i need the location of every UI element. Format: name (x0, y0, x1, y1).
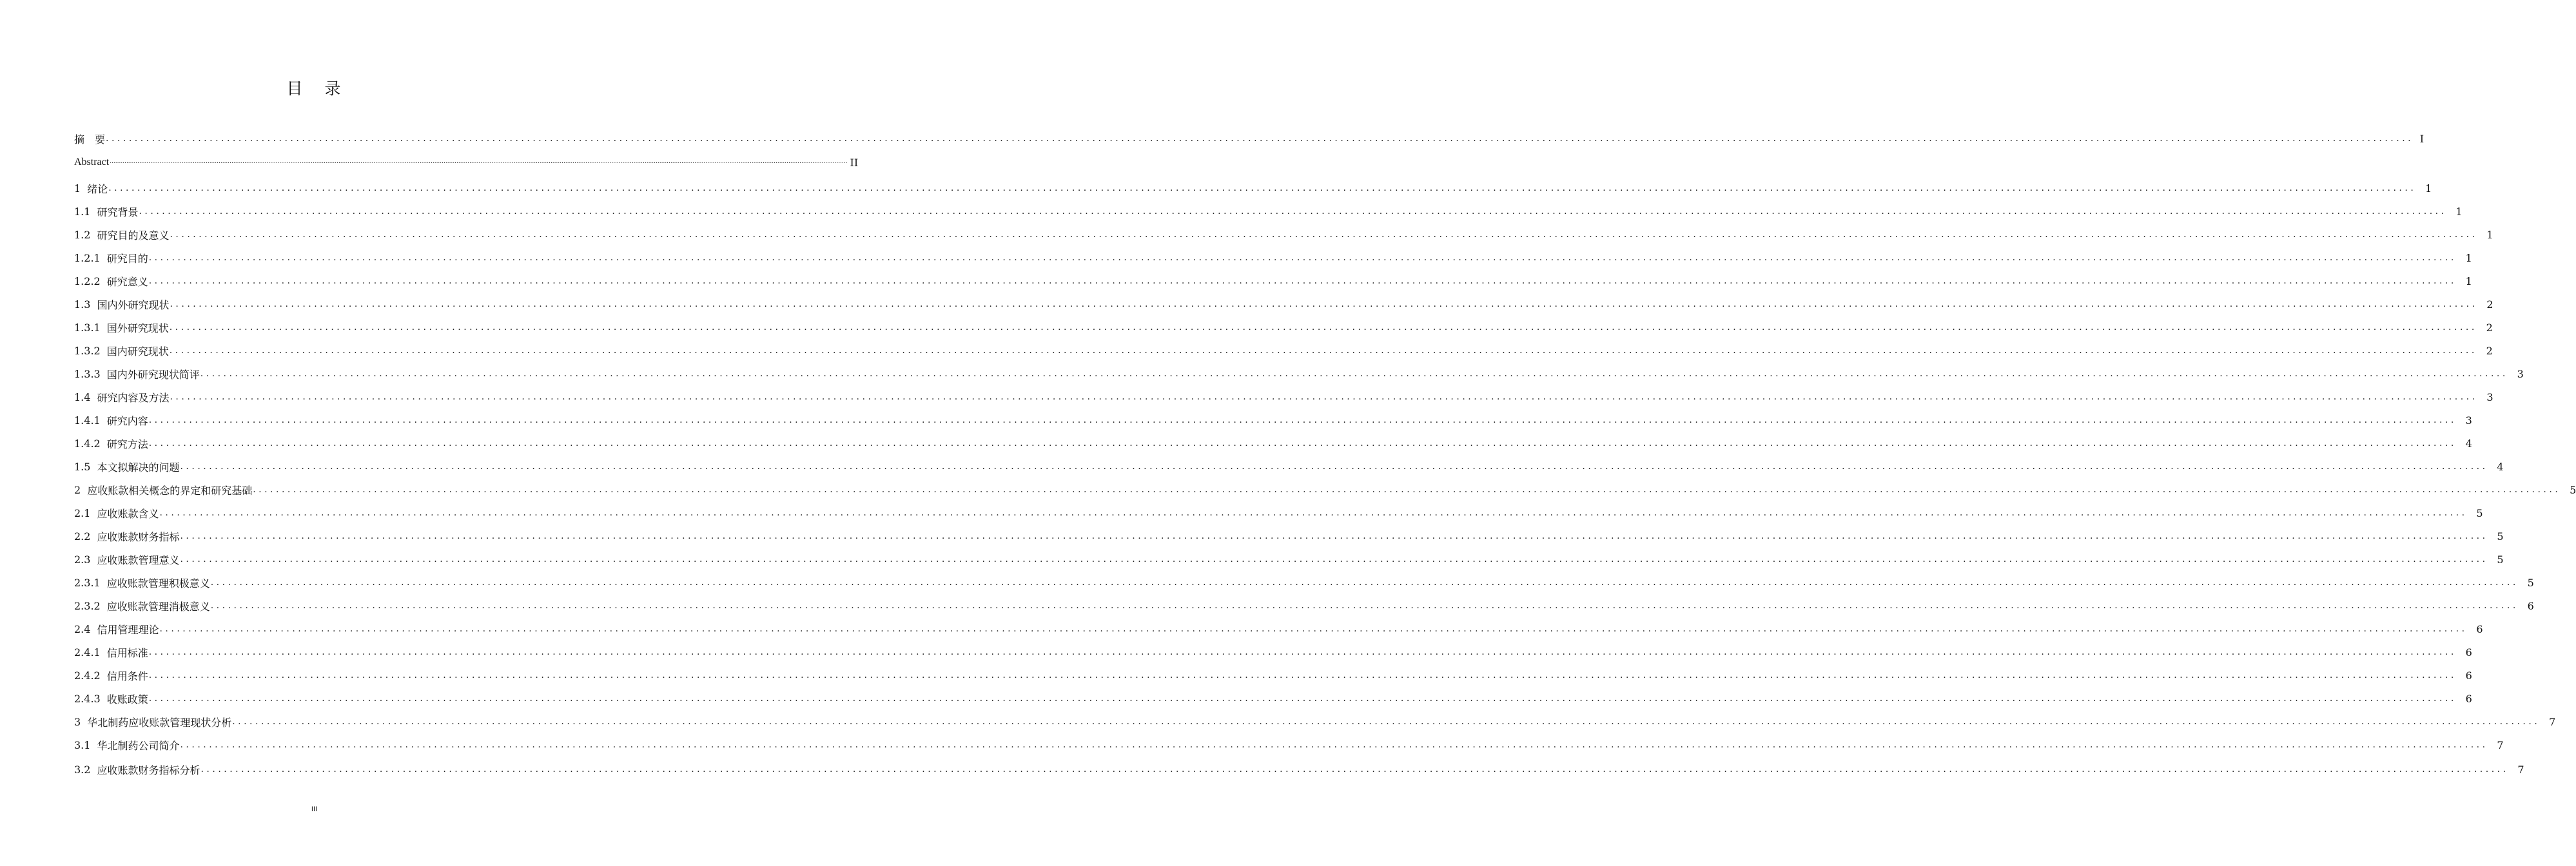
toc-entry-number: 1.5 (74, 460, 91, 473)
toc-entry-number: 2.4.2 (74, 669, 101, 682)
dot-leader: ................................................................................................................................................................................................................................................................................................................................................................................................................ (253, 485, 2561, 495)
toc-entry-page-number: 7 (2549, 715, 2556, 728)
toc-entry-label: 国内外研究现状简评 (106, 368, 200, 381)
toc-entry[interactable] (74, 385, 2493, 409)
toc-entry-number: 2.3 (74, 553, 91, 566)
toc-entry-label: 信用条件 (106, 669, 148, 682)
toc-entry-label: 应收账款管理意义 (97, 553, 180, 566)
dot-leader: ................................................................................................................................................................................................................................................................................................................................................................................................................ (210, 601, 2519, 611)
toc-entry-label: 摘 要 (74, 133, 106, 146)
dot-leader: ................................................................................................................................................................................................................................................................................................................................................................................................................ (108, 183, 2417, 193)
toc-entry-label: 研究目的及意义 (97, 229, 170, 242)
toc-entry-page-number: I (2419, 132, 2425, 145)
toc-entry-page-number: 5 (2497, 553, 2504, 566)
toc-entry-label: 信用标准 (106, 646, 148, 659)
toc-entry[interactable] (74, 548, 2504, 571)
toc-entry-page-number: 6 (2465, 669, 2472, 682)
toc-entry[interactable] (74, 339, 2493, 362)
table-of-contents (74, 129, 2576, 782)
toc-entry-number: 3 (74, 715, 81, 728)
toc-entry[interactable] (74, 293, 2493, 316)
dot-leader: ................................................................................................................................................................................................................................................................................................................................................................................................................ (210, 577, 2519, 588)
dot-leader: ................................................................................................................................................................................................................................................................................................................................................................................................................ (159, 624, 2468, 634)
toc-entry-label: 研究内容 (106, 414, 148, 427)
toc-entry-number: 1 (74, 182, 81, 195)
dot-leader: ................................................................................................................................................................................................................................................................................................................................................................................................................ (148, 670, 2457, 680)
toc-entry[interactable] (74, 687, 2472, 710)
dot-leader: ................................................................................................................................................................................................................................................................................................................................................................................................................ (139, 206, 2447, 216)
dot-leader: ................................................................................................................................................................................................................................................................................................................................................................................................................ (148, 415, 2457, 425)
title-char-2: 录 (324, 79, 342, 98)
toc-entry-number: 2.4.3 (74, 692, 101, 705)
toc-entry-label: 收账政策 (106, 693, 148, 706)
toc-entry-number: 2.4 (74, 622, 91, 635)
toc-entry-label: 绪论 (87, 182, 108, 195)
dot-leader: ................................................................................................................................................................................................................................................................................................................................................................................................................ (106, 133, 2414, 144)
toc-entry-page-number: 5 (2476, 506, 2483, 519)
dot-leader: ................................................................................................................................................................................................................................................................................................................................................................................................................ (170, 229, 2478, 240)
dot-leader: ................................................................................................................................................................................................................................................................................................................................................................................................................ (169, 322, 2477, 332)
toc-entry[interactable] (74, 710, 2556, 733)
toc-entry-number: 2.3.1 (74, 576, 101, 589)
toc-entry-label: 国内研究现状 (106, 345, 169, 358)
toc-entry-number: 1.3 (74, 298, 91, 311)
toc-entry-page-number: 1 (2425, 182, 2432, 195)
toc-entry[interactable] (74, 733, 2504, 756)
page-title (0, 76, 629, 99)
toc-entry[interactable] (74, 362, 2524, 385)
toc-entry-number: 1.2 (74, 228, 91, 241)
toc-entry-label: 应收账款管理消极意义 (106, 600, 210, 613)
toc-entry-number: 1.3.2 (74, 344, 101, 357)
toc-entry[interactable] (74, 129, 2425, 148)
toc-entry-number: 1.3.3 (74, 367, 101, 380)
toc-entry[interactable] (74, 177, 2432, 200)
toc-entry-number: 2.3.2 (74, 599, 101, 612)
toc-entry[interactable] (74, 664, 2472, 687)
toc-entry-label: 国内外研究现状 (97, 298, 170, 311)
toc-entry-page-number: 6 (2476, 622, 2483, 635)
dot-leader: ................................................................................................................................................................................................................................................................................................................................................................................................................ (110, 159, 848, 165)
toc-entry-label: 研究意义 (106, 275, 148, 288)
toc-entry-number: 2.1 (74, 506, 91, 519)
dot-leader: ................................................................................................................................................................................................................................................................................................................................................................................................................ (170, 299, 2478, 309)
toc-entry-label: 研究目的 (106, 252, 148, 265)
toc-entry-number: 2 (74, 483, 81, 496)
toc-entry-page-number: 2 (2486, 321, 2493, 334)
toc-entry-page-number: 5 (2527, 576, 2534, 589)
toc-entry-page-number: 6 (2527, 599, 2534, 612)
toc-entry-page-number: 5 (2570, 483, 2576, 496)
toc-entry-page-number: 6 (2465, 646, 2472, 659)
toc-entry-page-number: 1 (2465, 251, 2472, 264)
toc-entry[interactable] (74, 617, 2483, 640)
toc-entry[interactable] (74, 501, 2483, 524)
toc-entry[interactable] (74, 246, 2472, 269)
toc-entry-page-number: 5 (2497, 530, 2504, 543)
toc-entry[interactable] (74, 594, 2534, 617)
toc-entry-label: 信用管理理论 (97, 623, 159, 636)
dot-leader: ................................................................................................................................................................................................................................................................................................................................................................................................................ (169, 345, 2477, 356)
toc-entry[interactable] (74, 223, 2493, 246)
toc-entry-label: 研究内容及方法 (97, 391, 170, 404)
dot-leader: ................................................................................................................................................................................................................................................................................................................................................................................................................ (148, 438, 2457, 448)
toc-entry[interactable] (74, 409, 2472, 432)
dot-leader: ................................................................................................................................................................................................................................................................................................................................................................................................................ (180, 531, 2488, 541)
toc-entry[interactable] (74, 478, 2576, 501)
toc-entry-label: 研究方法 (106, 438, 148, 450)
toc-entry-page-number: 3 (2486, 390, 2493, 403)
toc-entry-number: 3.2 (74, 763, 91, 776)
dot-leader: ................................................................................................................................................................................................................................................................................................................................................................................................................ (148, 647, 2457, 657)
dot-leader: ................................................................................................................................................................................................................................................................................................................................................................................................................ (200, 369, 2508, 379)
toc-entry-page-number: II (850, 156, 859, 169)
dot-leader: ................................................................................................................................................................................................................................................................................................................................................................................................................ (180, 554, 2488, 564)
toc-entry-label: Abstract (74, 157, 110, 168)
toc-entry-label: 应收账款管理积极意义 (106, 577, 210, 590)
toc-entry[interactable] (74, 640, 2472, 664)
dot-leader: ................................................................................................................................................................................................................................................................................................................................................................................................................ (170, 392, 2478, 402)
toc-entry-page-number: 3 (2517, 367, 2524, 380)
toc-entry-page-number: 7 (2497, 738, 2504, 751)
toc-entry-number: 2.4.1 (74, 646, 101, 659)
toc-entry-page-number: 3 (2465, 414, 2472, 427)
toc-entry-page-number: 1 (2486, 228, 2493, 241)
toc-entry-page-number: 2 (2486, 344, 2493, 357)
toc-entry[interactable] (74, 571, 2534, 594)
toc-entry[interactable] (74, 756, 2524, 782)
toc-entry-label: 华北制药公司简介 (97, 739, 180, 752)
page-number-footer: III (311, 805, 318, 813)
toc-entry-page-number: 7 (2517, 763, 2524, 776)
toc-entry-number: 1.2.1 (74, 251, 101, 264)
dot-leader: ................................................................................................................................................................................................................................................................................................................................................................................................................ (180, 740, 2488, 750)
toc-entry-number: 1.4.2 (74, 437, 101, 450)
toc-entry[interactable] (74, 432, 2472, 455)
toc-entry-number: 1.2.2 (74, 274, 101, 287)
toc-entry-label: 应收账款财务指标 (97, 530, 180, 543)
toc-entry-label: 应收账款财务指标分析 (97, 764, 200, 776)
toc-entry-page-number: 2 (2486, 298, 2493, 311)
toc-entry-number: 2.2 (74, 530, 91, 543)
toc-entry-label: 华北制药应收账款管理现状分析 (87, 716, 232, 729)
dot-leader: ................................................................................................................................................................................................................................................................................................................................................................................................................ (148, 693, 2457, 704)
dot-leader: ................................................................................................................................................................................................................................................................................................................................................................................................................ (200, 764, 2509, 775)
toc-entry-label: 应收账款相关概念的界定和研究基础 (87, 484, 253, 497)
toc-entry-page-number: 1 (2465, 274, 2472, 287)
toc-entry-page-number: 6 (2465, 692, 2472, 705)
toc-entry-number: 1.3.1 (74, 321, 101, 334)
dot-leader: ................................................................................................................................................................................................................................................................................................................................................................................................................ (159, 508, 2468, 518)
toc-entry-number: 3.1 (74, 738, 91, 751)
toc-entry[interactable] (74, 316, 2493, 339)
toc-entry[interactable] (74, 269, 2472, 293)
toc-entry-page-number: 1 (2455, 205, 2463, 218)
toc-entry-number: 1.1 (74, 205, 91, 218)
toc-entry[interactable] (74, 524, 2504, 548)
toc-entry[interactable] (74, 148, 859, 177)
dot-leader: ................................................................................................................................................................................................................................................................................................................................................................................................................ (148, 276, 2457, 286)
toc-entry-page-number: 4 (2497, 460, 2504, 473)
toc-entry[interactable] (74, 200, 2463, 223)
toc-entry-label: 应收账款含义 (97, 507, 159, 520)
toc-entry[interactable] (74, 455, 2504, 478)
toc-entry-number: 1.4.1 (74, 414, 101, 427)
dot-leader: ................................................................................................................................................................................................................................................................................................................................................................................................................ (148, 253, 2457, 263)
toc-entry-label: 本文拟解决的问题 (97, 461, 180, 474)
toc-entry-label: 研究背景 (97, 206, 139, 218)
title-char-1: 目 (286, 79, 304, 98)
toc-entry-page-number: 4 (2465, 437, 2472, 450)
toc-entry-label: 国外研究现状 (106, 322, 169, 334)
toc-entry-number: 1.4 (74, 390, 91, 403)
dot-leader: ................................................................................................................................................................................................................................................................................................................................................................................................................ (180, 461, 2488, 472)
dot-leader: ................................................................................................................................................................................................................................................................................................................................................................................................................ (232, 717, 2541, 727)
